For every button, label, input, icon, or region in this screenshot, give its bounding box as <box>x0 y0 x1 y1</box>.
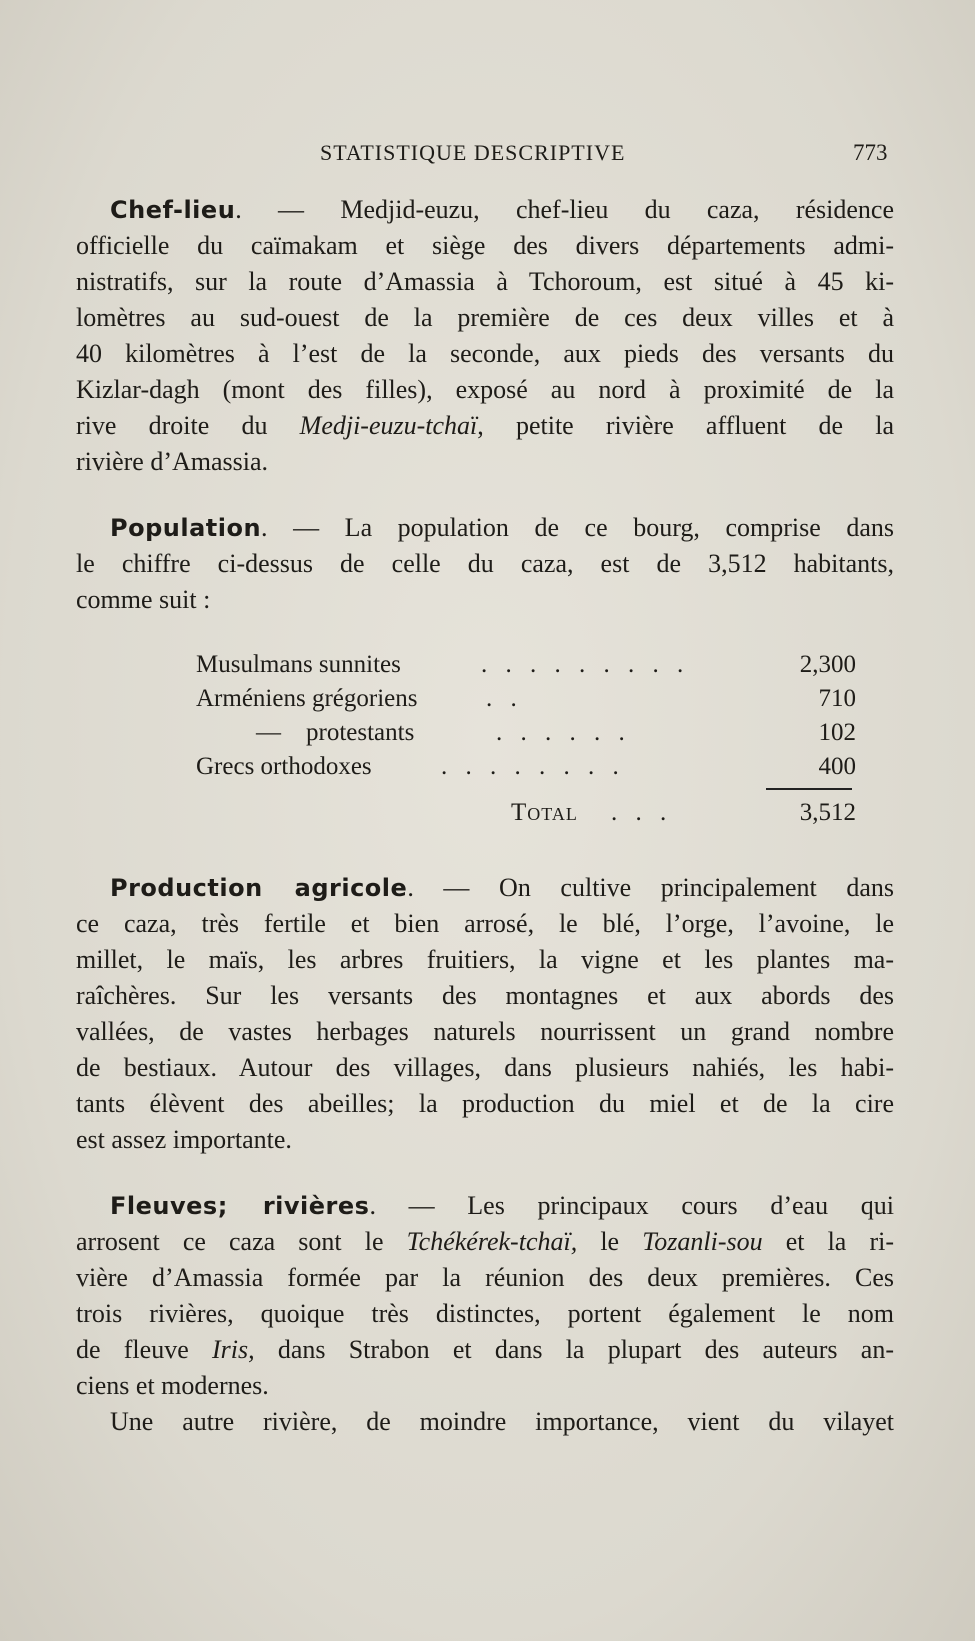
page-number: 773 <box>853 140 888 165</box>
row-value: 2,300 <box>799 651 856 678</box>
page-header <box>0 140 975 172</box>
row-value: 102 <box>818 719 856 746</box>
table-row <box>196 750 856 784</box>
text-line: rivière d’Amassia. <box>76 447 269 476</box>
text-line: Population. — La population de ce bourg, comprise dans <box>110 513 894 542</box>
text-line: est assez importante. <box>76 1125 292 1154</box>
table-row <box>256 716 856 750</box>
text-line: ciens et modernes. <box>76 1371 269 1400</box>
text-line: tants élèvent des abeilles; la production du miel et de la cire <box>76 1089 894 1118</box>
leader-dots: . . . . . . . . . <box>481 651 690 678</box>
text-line: de fleuve Iris, dans Strabon et dans la plupart des auteurs an- <box>76 1335 894 1364</box>
population-table <box>76 648 894 848</box>
text-line: Une autre rivière, de moindre importance, vient du vilayet <box>110 1407 894 1436</box>
running-title: STATISTIQUE DESCRIPTIVE <box>320 140 626 165</box>
text-line: vière d’Amassia formée par la réunion des deux premières. Ces <box>76 1263 894 1292</box>
text-line: nistratifs, sur la route d’Amassia à Tchoroum, est situé à 45 ki- <box>76 267 894 296</box>
table-row <box>196 648 856 682</box>
text-line: Production agricole. — On cultive principalement dans <box>110 873 894 902</box>
leader-dots: . . . . . . . . <box>441 753 625 780</box>
row-label: Musulmans sunnites <box>196 651 401 678</box>
text-line: rive droite du Medji-euzu-tchaï, petite rivière affluent de la <box>76 411 894 440</box>
river-name: Tozanli-sou <box>642 1227 763 1256</box>
text-line: vallées, de vastes herbages naturels nourrissent un grand nombre <box>76 1017 894 1046</box>
text-line: millet, le maïs, les arbres fruitiers, la vigne et les plantes ma- <box>76 945 894 974</box>
row-label: Arméniens grégoriens <box>196 685 418 712</box>
row-label: — protestants <box>256 719 415 746</box>
section-heading: Population <box>110 514 262 542</box>
text-line: officielle du caïmakam et siège des divers départements admi- <box>76 231 894 260</box>
paragraph-production <box>76 870 894 1158</box>
leader-dots: . . <box>486 685 523 712</box>
total-label: Total <box>511 799 578 826</box>
text-line: comme suit : <box>76 585 211 614</box>
body-text <box>76 192 894 1440</box>
row-value: 400 <box>818 753 856 780</box>
table-total-row <box>196 796 856 830</box>
paragraph-fleuves <box>76 1188 894 1440</box>
text-line: raîchères. Sur les versants des montagnes et aux abords des <box>76 981 894 1010</box>
total-value: 3,512 <box>799 799 856 826</box>
paragraph-population <box>76 510 894 618</box>
table-row <box>196 682 856 716</box>
text-line: arrosent ce caza sont le Tchékérek-tchaï, le Tozanli-sou et la ri- <box>76 1227 894 1256</box>
text-line: lomètres au sud-ouest de la première de ces deux villes et à <box>76 303 894 332</box>
leader-dots: . . . <box>611 799 673 826</box>
text-line: Kizlar-dagh (mont des filles), exposé au nord à proximité de la <box>76 375 894 404</box>
text-line: ce caza, très fertile et bien arrosé, le blé, l’orge, l’avoine, le <box>76 909 894 938</box>
sum-rule <box>766 788 852 790</box>
text-line: Fleuves; rivières. — Les principaux cours d’eau qui <box>110 1191 894 1220</box>
section-heading: Chef-lieu <box>110 196 236 224</box>
river-name: Iris, <box>211 1335 255 1364</box>
text-line: de bestiaux. Autour des villages, dans plusieurs nahiés, les habi- <box>76 1053 894 1082</box>
section-heading: Production agricole <box>110 874 408 902</box>
row-value: 710 <box>818 685 856 712</box>
text-line: Chef-lieu. — Medjid-euzu, chef-lieu du caza, résidence <box>110 195 894 224</box>
section-heading: Fleuves; rivières <box>110 1192 370 1220</box>
river-name: Medji-euzu-tchaï <box>299 411 478 440</box>
paragraph-chef-lieu <box>76 192 894 480</box>
leader-dots: . . . . . . <box>496 719 631 746</box>
river-name: Tchékérek-tchaï, <box>406 1227 578 1256</box>
text-line: 40 kilomètres à l’est de la seconde, aux pieds des versants du <box>76 339 894 368</box>
text-line: trois rivières, quoique très distinctes, portent également le nom <box>76 1299 894 1328</box>
row-label: Grecs orthodoxes <box>196 753 372 780</box>
text-line: le chiffre ci-dessus de celle du caza, est de 3,512 habitants, <box>76 549 894 578</box>
